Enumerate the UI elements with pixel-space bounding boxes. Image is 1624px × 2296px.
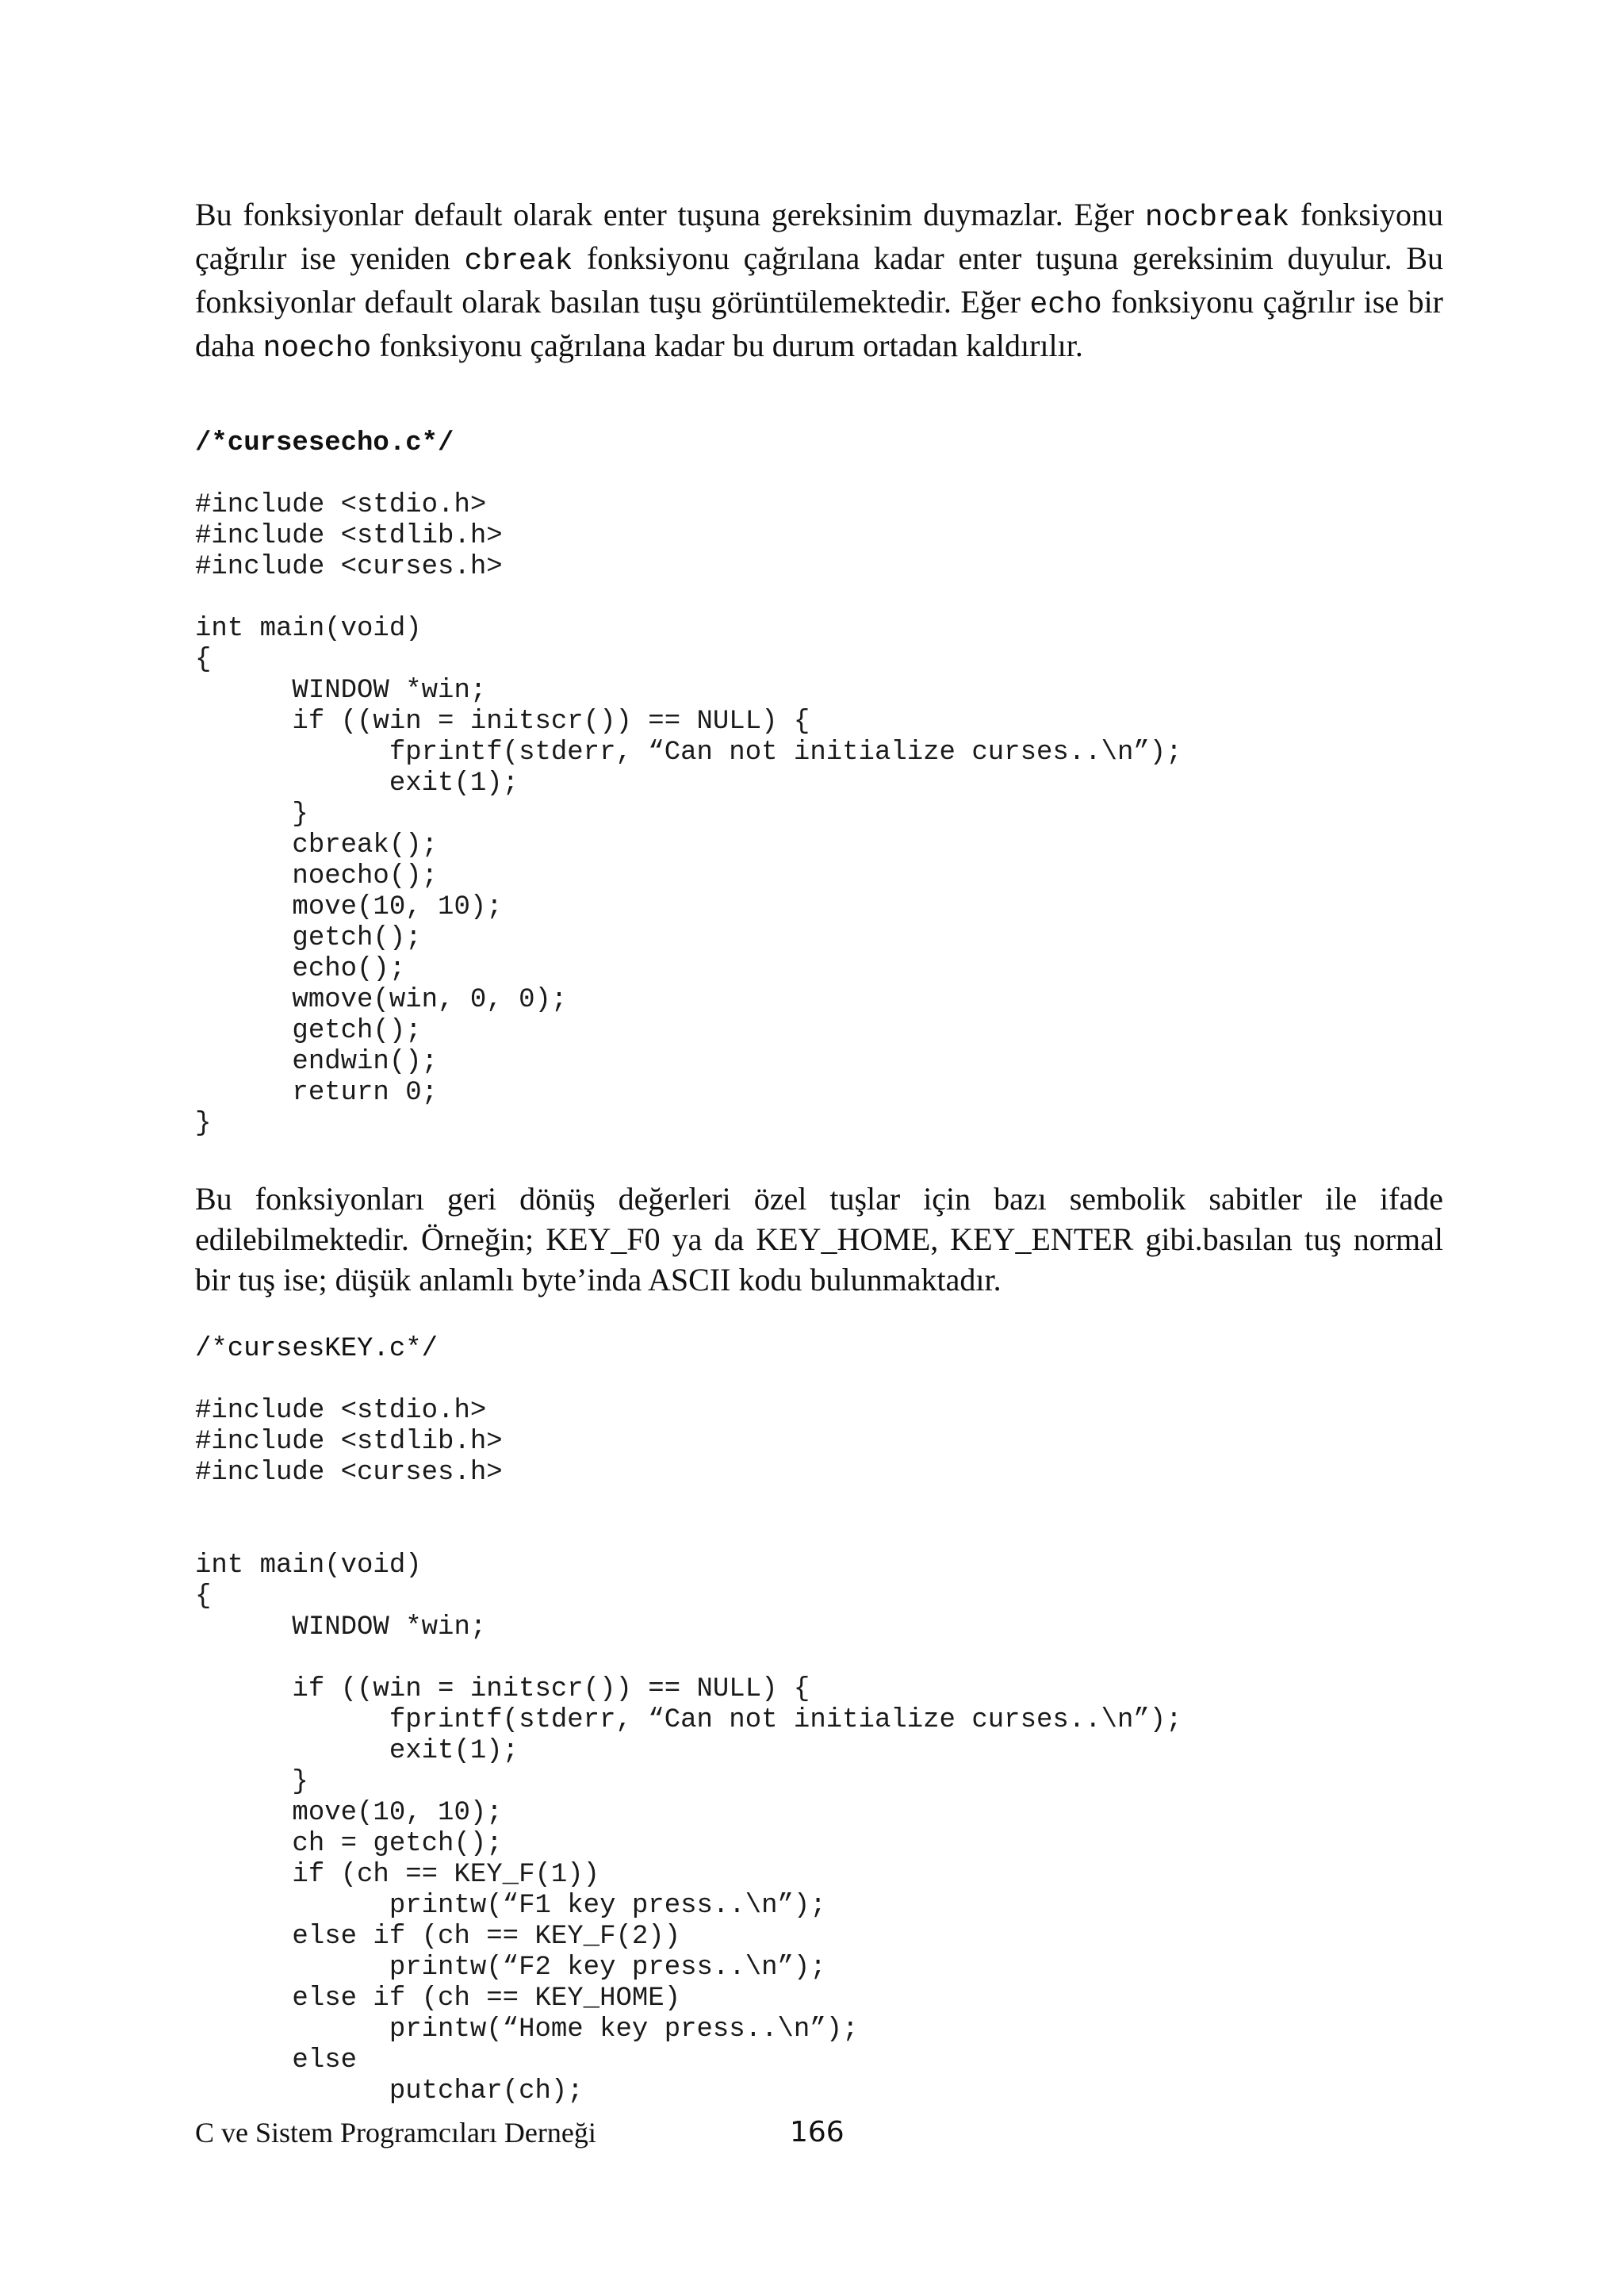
code-listing-curseskey: #include <stdio.h> #include <stdlib.h> #include <curses.h> int main(void) { WINDOW *win; if ((win = initscr()) == NULL) { fprintf(stderr, “Can not initialize curses..\n”); exit(1); } move(10, 10); ch = getch(); if (ch == KEY_F(1)) printw(“F1 key press..\n”); else if (ch == KEY_F(2)) printw(“F2 key press..\n”); else if (ch == KEY_HOME) printw(“Home key press..\n”); else putchar(ch); [195, 1396, 1182, 2106]
paragraph-text: Bu fonksiyonlar default olarak enter tuşuna gereksinim duymazlar. Eğer [195, 197, 1145, 232]
code-listing-cursesecho: #include <stdio.h> #include <stdlib.h> #include <curses.h> int main(void) { WINDOW *win; if ((win = initscr()) == NULL) { fprintf(stderr, “Can not initialize curses..\n”); exit(1); } cbreak(); noecho(); move(10, 10); getch(); echo(); wmove(win, 0, 0); getch(); endwin(); return 0; } [195, 490, 1182, 1139]
paragraph-text: fonksiyonu çağrılana kadar enter tuşuna gereksinim duyulur. Bu fonksiyonlar default olarak basılan tuşu görüntülemektedir. Eğer [195, 240, 1443, 320]
intro-paragraph [195, 194, 1443, 369]
paragraph-text: fonksiyonu çağrılır ise bir daha [195, 284, 1444, 363]
key-paragraph: Bu fonksiyonları geri dönüş değerleri özel tuşlar için bazı sembolik sabitler ile ifade edilebilmektedir. Örneğin; KEY_F0 ya da KEY_HOME, KEY_ENTER gibi.basılan tuş normal bir tuş ise; düşük anlamlı byte’inda ASCII kodu bulunmaktadır. [195, 1181, 1443, 1297]
code-listing-title: /*cursesecho.c*/ [195, 428, 454, 458]
paragraph-text: fonksiyonu çağrılana kadar bu durum ortadan kaldırılır. [371, 328, 1083, 363]
paragraph-text: fonksiyonu çağrılır ise yeniden [195, 197, 1443, 276]
inline-code-cbreak: cbreak [464, 244, 573, 278]
code-listing-title: /*cursesKEY.c*/ [195, 1334, 439, 1364]
inline-code-echo: echo [1029, 288, 1102, 322]
inline-code-nocbreak: nocbreak [1144, 201, 1290, 235]
page-number: 166 [790, 2116, 845, 2148]
footer-organization: C ve Sistem Programcıları Derneği [195, 2117, 596, 2148]
inline-code-noecho: noecho [262, 332, 372, 366]
